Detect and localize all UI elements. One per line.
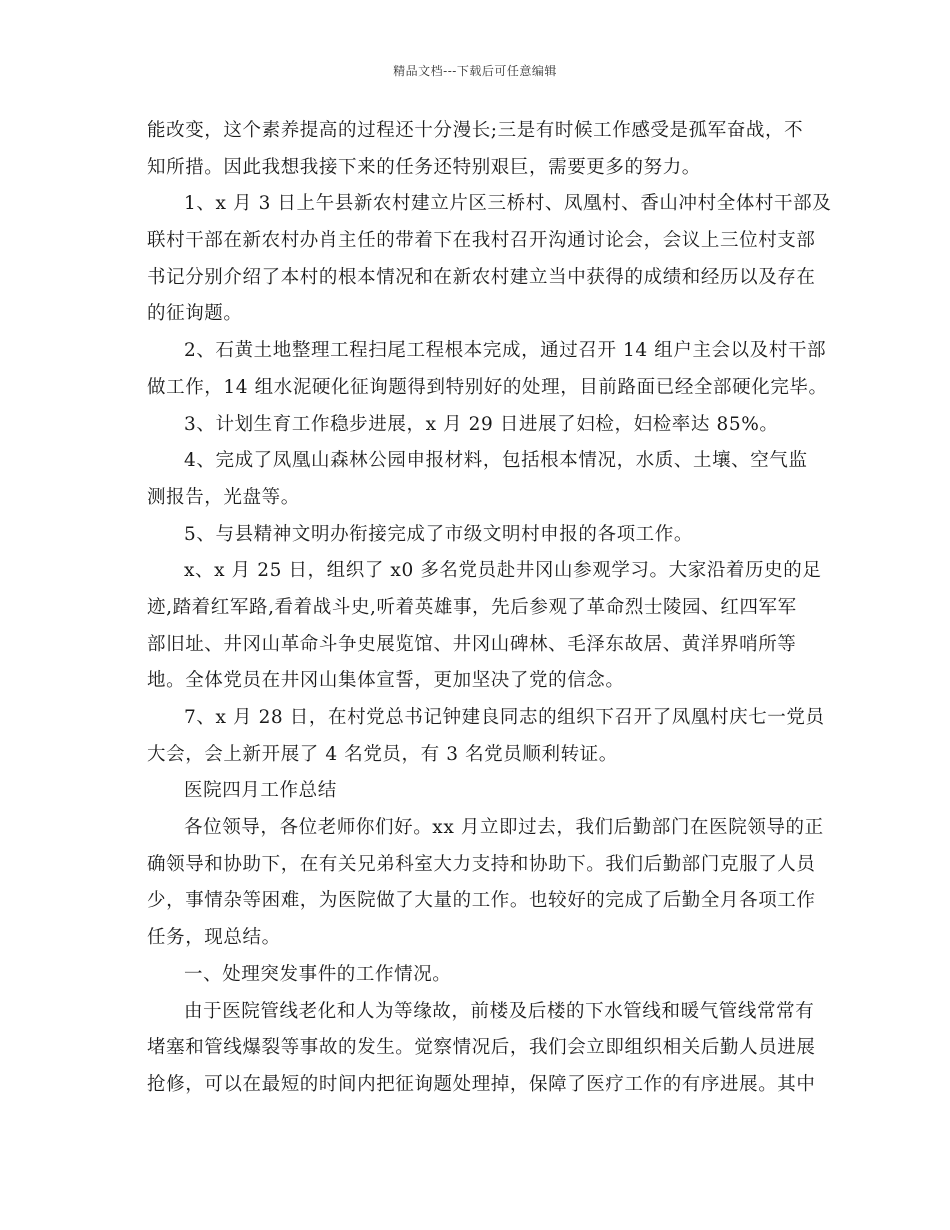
text-line: 任务，现总结。 — [147, 927, 281, 949]
text-line: 由于医院管线老化和人为等缘故，前楼及后楼的下水管线和暖气管线常常有 — [184, 1000, 815, 1022]
text-line: 部旧址、井冈山革命斗争史展览馆、井冈山碑林、毛泽东故居、黄洋界哨所等 — [147, 633, 797, 655]
text-line: 做工作，14 组水泥硬化征询题得到特别好的处理，目前路面已经全部硬化完毕。 — [147, 376, 828, 398]
text-line: 地。全体党员在井冈山集体宣誓，更加坚决了党的信念。 — [147, 670, 625, 692]
page-header: 精品文档---下载后可任意编辑 — [393, 64, 557, 78]
text-line: 能改变，这个素养提高的过程还十分漫长;三是有时候工作感受是孤军奋战，不 — [147, 120, 804, 141]
text-line: 测报告，光盘等。 — [147, 486, 300, 508]
text-line: 书记分别介绍了本村的根本情况和在新农村建立当中获得的成绩和经历以及存在 — [147, 266, 816, 288]
text-line: 抢修，可以在最短的时间内把征询题处理掉，保障了医疗工作的有序进展。其中 — [147, 1073, 816, 1095]
text-line: 的征询题。 — [147, 303, 243, 325]
text-line: 7、x 月 28 日，在村党总书记钟建良同志的组织下召开了凤凰村庆七一党员 — [184, 707, 825, 728]
text-line: 3、计划生育工作稳步进展，x 月 29 日进展了妇检，妇检率达 85%。 — [184, 413, 779, 435]
section-heading: 一、处理突发事件的工作情况。 — [184, 963, 452, 985]
text-line: 堵塞和管线爆裂等事故的发生。觉察情况后，我们会立即组织相关后勤人员进展 — [147, 1037, 816, 1059]
text-line: 知所措。因此我想我接下来的任务还特别艰巨，需要更多的努力。 — [147, 156, 701, 178]
text-line: 5、与县精神文明办衔接完成了市级文明村申报的各项工作。 — [184, 523, 693, 545]
text-line: x、x 月 25 日，组织了 x0 多名党员赴井冈山参观学习。大家沿着历史的足 — [184, 560, 822, 582]
text-line: 大会，会上新开展了 4 名党员，有 3 名党员顺利转证。 — [147, 743, 618, 765]
text-line: 确领导和协助下，在有关兄弟科室大力支持和协助下。我们后勤部门克服了人员 — [147, 853, 816, 875]
text-line: 迹,踏着红军路,看着战斗史,听着英雄事，先后参观了革命烈士陵园、红四军军 — [147, 596, 797, 618]
text-line: 少，事情杂等困难，为医院做了大量的工作。也较好的完成了后勤全月各项工作 — [147, 890, 816, 912]
section-title: 医院四月工作总结 — [184, 780, 337, 802]
text-line: 2、石黄土地整理工程扫尾工程根本完成，通过召开 14 组户主会以及村干部 — [184, 340, 827, 362]
text-line: 联村干部在新农村办肖主任的带着下在我村召开沟通讨论会，会议上三位村支部 — [147, 230, 816, 252]
document-body — [147, 113, 832, 1104]
text-line: 1、x 月 3 日上午县新农村建立片区三桥村、凤凰村、香山冲村全体村干部及 — [184, 193, 832, 215]
text-line: 各位领导，各位老师你们好。xx 月立即过去，我们后勤部门在医院领导的正 — [184, 817, 824, 839]
text-line: 4、完成了凤凰山森林公园申报材料，包括根本情况，水质、土壤、空气监 — [184, 450, 808, 472]
